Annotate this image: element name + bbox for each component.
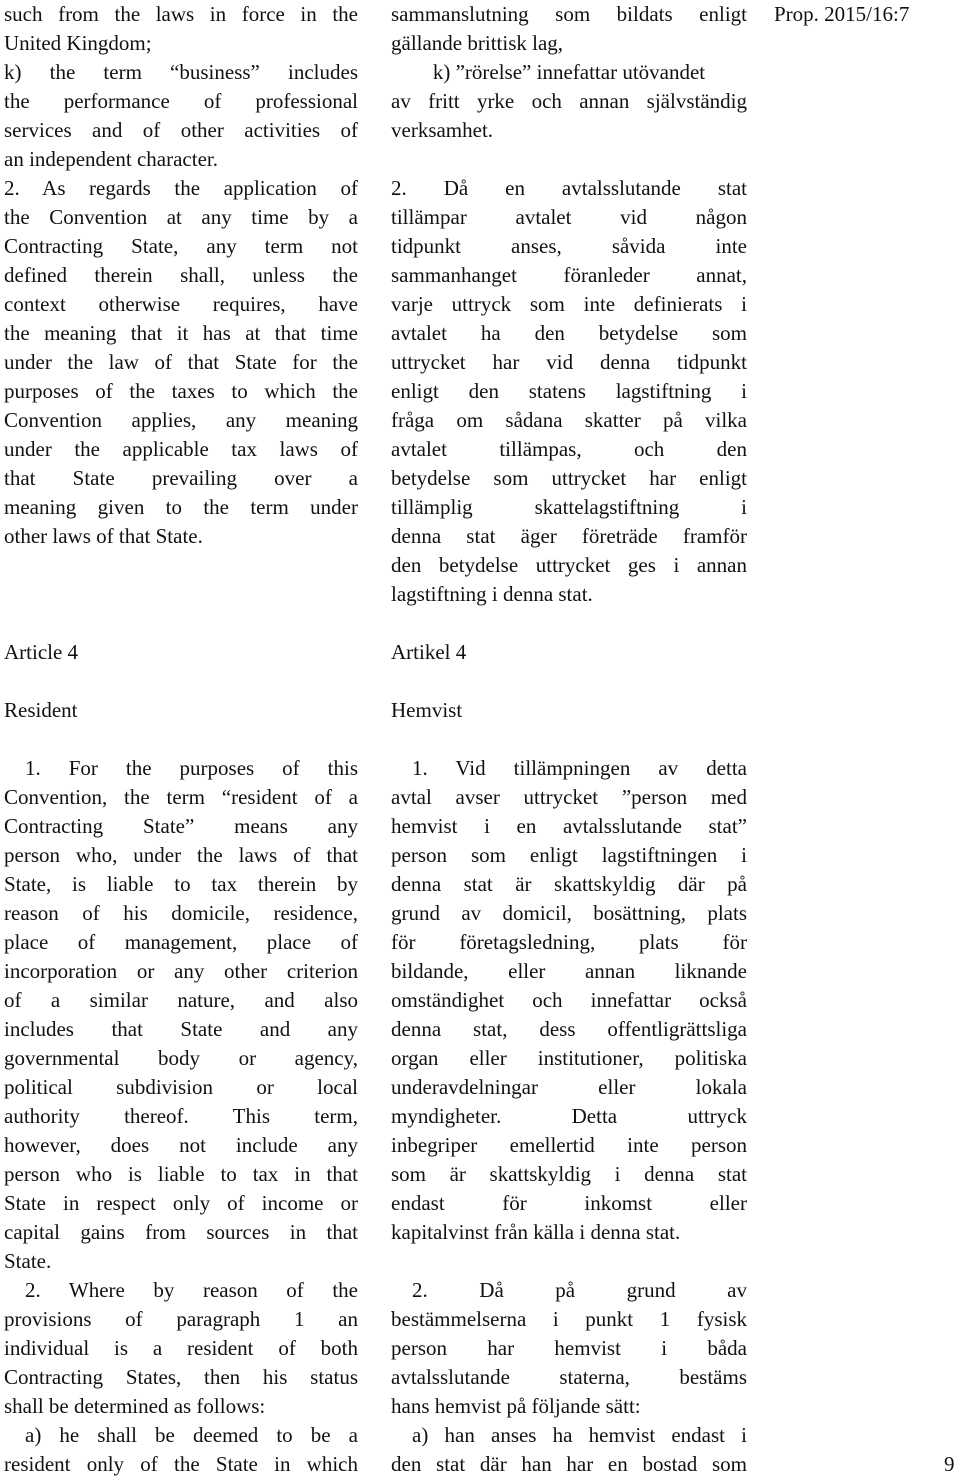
english-article4-subparagraph-a [4, 1421, 358, 1479]
text-line: State in respect only of income or [4, 1191, 358, 1215]
text-line: av fritt yrke och annan självständig [391, 89, 747, 113]
text-line: gällande brittisk lag, [391, 31, 564, 55]
text-line: enligt den statens lagstiftning i [391, 379, 747, 403]
english-article4-paragraph-1 [4, 754, 358, 1276]
text-line: reason of his domicile, residence, [4, 901, 358, 925]
swedish-intro [391, 0, 747, 145]
text-line: bestämmelserna i punkt 1 fysisk [391, 1307, 747, 1331]
text-line: k) ”rörelse” innefattar utövandet [432, 60, 706, 84]
article-heading: Article 4 [4, 640, 79, 664]
text-line: avtalsslutande staterna, bestäms [391, 1365, 747, 1389]
text-line: Convention applies, any meaning [4, 408, 358, 432]
swedish-paragraph-2 [391, 174, 747, 609]
text-line: hans hemvist på följande sätt: [391, 1394, 641, 1418]
text-line: grund av domicil, bosättning, plats [391, 901, 747, 925]
text-line: person who is liable to tax in that [4, 1162, 358, 1186]
text-line: shall be determined as follows: [4, 1394, 266, 1418]
text-line: hemvist i en avtalsslutande stat” [391, 814, 747, 838]
text-line: bildande, eller annan liknande [391, 959, 747, 983]
text-line: tillämpar avtalet vid någon [391, 205, 747, 229]
text-line: political subdivision or local [4, 1075, 358, 1099]
text-line: Contracting States, then his status [4, 1365, 358, 1389]
text-line: 2. Då på grund av [412, 1278, 747, 1302]
text-line: endast för inkomst eller [391, 1191, 747, 1215]
text-line: State. [4, 1249, 52, 1273]
text-line: myndigheter. Detta uttryck [391, 1104, 747, 1128]
text-line: the performance of professional [4, 89, 358, 113]
text-line: United Kingdom; [4, 31, 152, 55]
text-line: 2. Då en avtalsslutande stat [391, 176, 747, 200]
text-line: authority thereof. This term, [4, 1104, 358, 1128]
text-line: includes that State and any [4, 1017, 358, 1041]
text-line: 2. Where by reason of the [25, 1278, 358, 1302]
text-line: betydelse som uttrycket har enligt [391, 466, 747, 490]
text-line: Contracting State, any term not [4, 234, 358, 258]
text-line: under the law of that State for the [4, 350, 358, 374]
text-line: provisions of paragraph 1 an [4, 1307, 358, 1331]
text-line: k) the term “business” includes [4, 60, 358, 84]
text-line: den betydelse uttrycket ges i annan [391, 553, 747, 577]
text-line: sammanslutning som bildats enligt [391, 2, 747, 26]
text-line: resident only of the State in which [4, 1452, 358, 1476]
text-line: 2. As regards the application of [4, 176, 358, 200]
text-line: tillämplig skattelagstiftning i [391, 495, 747, 519]
text-line: Convention, the term “resident of a [4, 785, 358, 809]
text-line: för företagsledning, plats för [391, 930, 747, 954]
text-line: den stat där han har en bostad som [391, 1452, 747, 1476]
english-article4-paragraph-2 [4, 1276, 358, 1421]
text-line: fråga om sådana skatter på vilka [391, 408, 747, 432]
swedish-column [391, 0, 747, 1479]
text-line: varje uttryck som inte definierats i [391, 292, 747, 316]
text-line: tidpunkt anses, såvida inte [391, 234, 747, 258]
text-line: lagstiftning i denna stat. [391, 582, 593, 606]
text-line: meaning given to the term under [4, 495, 358, 519]
proposition-reference: Prop. 2015/16:7 [774, 2, 910, 26]
text-line: organ eller institutioner, politiska [391, 1046, 747, 1070]
text-line: avtal avser uttrycket ”person med [391, 785, 747, 809]
text-line: context otherwise requires, have [4, 292, 358, 316]
text-line: Contracting State” means any [4, 814, 358, 838]
text-line: person who, under the laws of that [4, 843, 358, 867]
swedish-article4-subparagraph-a [391, 1421, 747, 1479]
text-line: underavdelningar eller lokala [391, 1075, 747, 1099]
swedish-article4-paragraph-2 [391, 1276, 747, 1421]
text-line: place of management, place of [4, 930, 358, 954]
text-line: State, is liable to tax therein by [4, 872, 358, 896]
swedish-article4-paragraph-1 [391, 754, 747, 1247]
english-column [4, 0, 358, 1479]
text-line: kapitalvinst från källa i denna stat. [391, 1220, 681, 1244]
text-line: that State prevailing over a [4, 466, 358, 490]
article-title: Resident [4, 698, 78, 722]
text-line: person som enligt lagstiftningen i [391, 843, 747, 867]
text-line: other laws of that State. [4, 524, 203, 548]
text-line: sammanhanget föranleder annat, [391, 263, 747, 287]
text-line: som är skattskyldig i denna stat [391, 1162, 747, 1186]
text-line: purposes of the taxes to which the [4, 379, 358, 403]
article-title: Hemvist [391, 698, 463, 722]
text-line: an independent character. [4, 147, 218, 171]
text-line: inbegriper emellertid inte person [391, 1133, 747, 1157]
text-line: governmental body or agency, [4, 1046, 358, 1070]
text-line: denna stat äger företräde framför [391, 524, 747, 548]
text-line: avtalet ha den betydelse som [391, 321, 747, 345]
english-intro [4, 0, 358, 174]
text-line: such from the laws in force in the [4, 2, 358, 26]
article-heading: Artikel 4 [391, 640, 467, 664]
text-line: avtalet tillämpas, och den [391, 437, 747, 461]
text-line: capital gains from sources in that [4, 1220, 358, 1244]
text-line: a) he shall be deemed to be a [25, 1423, 358, 1447]
text-line: services and of other activities of [4, 118, 358, 142]
text-line: denna stat är skattskyldig där på [391, 872, 747, 896]
text-line: omständighet och innefattar också [391, 988, 747, 1012]
text-line: however, does not include any [4, 1133, 358, 1157]
text-line: uttrycket har vid denna tidpunkt [391, 350, 747, 374]
text-line: of a similar nature, and also [4, 988, 358, 1012]
text-line: person har hemvist i båda [391, 1336, 747, 1360]
english-paragraph-2 [4, 174, 358, 551]
text-line: a) han anses ha hemvist endast i [412, 1423, 747, 1447]
text-line: verksamhet. [391, 118, 494, 142]
page-number: 9 [944, 1452, 955, 1476]
text-line: the Convention at any time by a [4, 205, 358, 229]
text-line: 1. For the purposes of this [25, 756, 358, 780]
text-line: 1. Vid tillämpningen av detta [412, 756, 747, 780]
text-line: defined therein shall, unless the [4, 263, 358, 287]
text-line: individual is a resident of both [4, 1336, 358, 1360]
text-line: the meaning that it has at that time [4, 321, 358, 345]
text-line: denna stat, dess offentligrättsliga [391, 1017, 747, 1041]
text-line: incorporation or any other criterion [4, 959, 358, 983]
text-line: under the applicable tax laws of [4, 437, 358, 461]
